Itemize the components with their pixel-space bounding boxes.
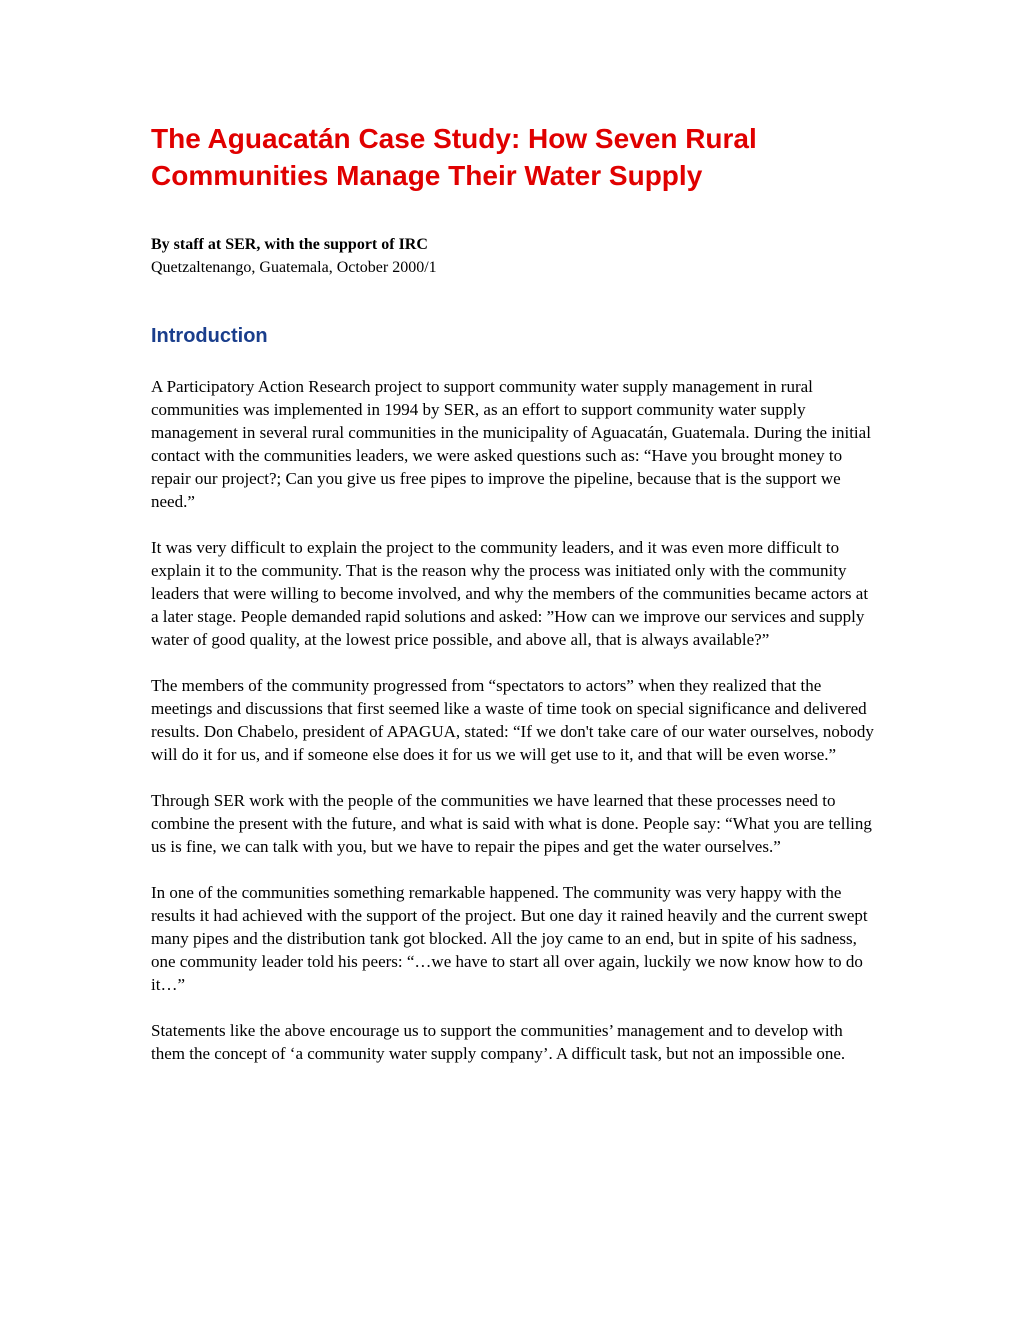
document-page [151, 120, 876, 1088]
document-title [151, 120, 876, 194]
byline: By staff at SER, with the support of IRC [151, 236, 428, 253]
body-text [151, 375, 876, 1065]
title-line-2: Communities Manage Their Water Supply [151, 160, 703, 191]
title-line-1: The Aguacatán Case Study: How Seven Rural [151, 123, 757, 154]
paragraph: The members of the community progressed from “spectators to actors” when they realized that the meetings and discussions that first seemed like a waste of time took on special significance and delivered results. Don Chabelo, president of APAGUA, stated: “If we don't take care of our water ourselves, nobody will do it for us, and if someone else does it for us we will get use to it, and that will be even worse.” [151, 676, 874, 764]
paragraph: Statements like the above encourage us to support the communities’ management and to develop with them the concept of ‘a community water supply company’. A difficult task, but not an impossible one. [151, 1021, 846, 1063]
paragraph: A Participatory Action Research project to support community water supply management in rural communities was implemented in 1994 by SER, as an effort to support community water supply management in several rural communities in the municipality of Aguacatán, Guatemala. During the initial contact with the communities leaders, we were asked questions such as: “Have you brought money to repair our project?; Can you give us free pipes to improve the pipeline, because that is the support we need.” [151, 377, 871, 511]
paragraph: Through SER work with the people of the communities we have learned that these processes need to combine the present with the future, and what is said with what is done. People say: “What you are telling us is fine, we can talk with you, but we have to repair the pipes and get the water ourselves.” [151, 791, 872, 856]
place-date: Quetzaltenango, Guatemala, October 2000/1 [151, 259, 437, 276]
paragraph: It was very difficult to explain the project to the community leaders, and it was even more difficult to explain it to the community. That is the reason why the process was initiated only with the community leaders that were willing to become involved, and why the members of the communities became actors at a later stage. People demanded rapid solutions and asked: ”How can we improve our services and supply water of good quality, at the lowest price possible, and above all, that is always available?” [151, 538, 869, 649]
section-heading-introduction: Introduction [151, 325, 268, 347]
paragraph: In one of the communities something remarkable happened. The community was very happy with the results it had achieved with the support of the project. But one day it rained heavily and the current swept many pipes and the distribution tank got blocked. All the joy came to an end, but in spite of his sadness, one community leader told his peers: “…we have to start all over again, luckily we now know how to do it…” [151, 883, 868, 994]
